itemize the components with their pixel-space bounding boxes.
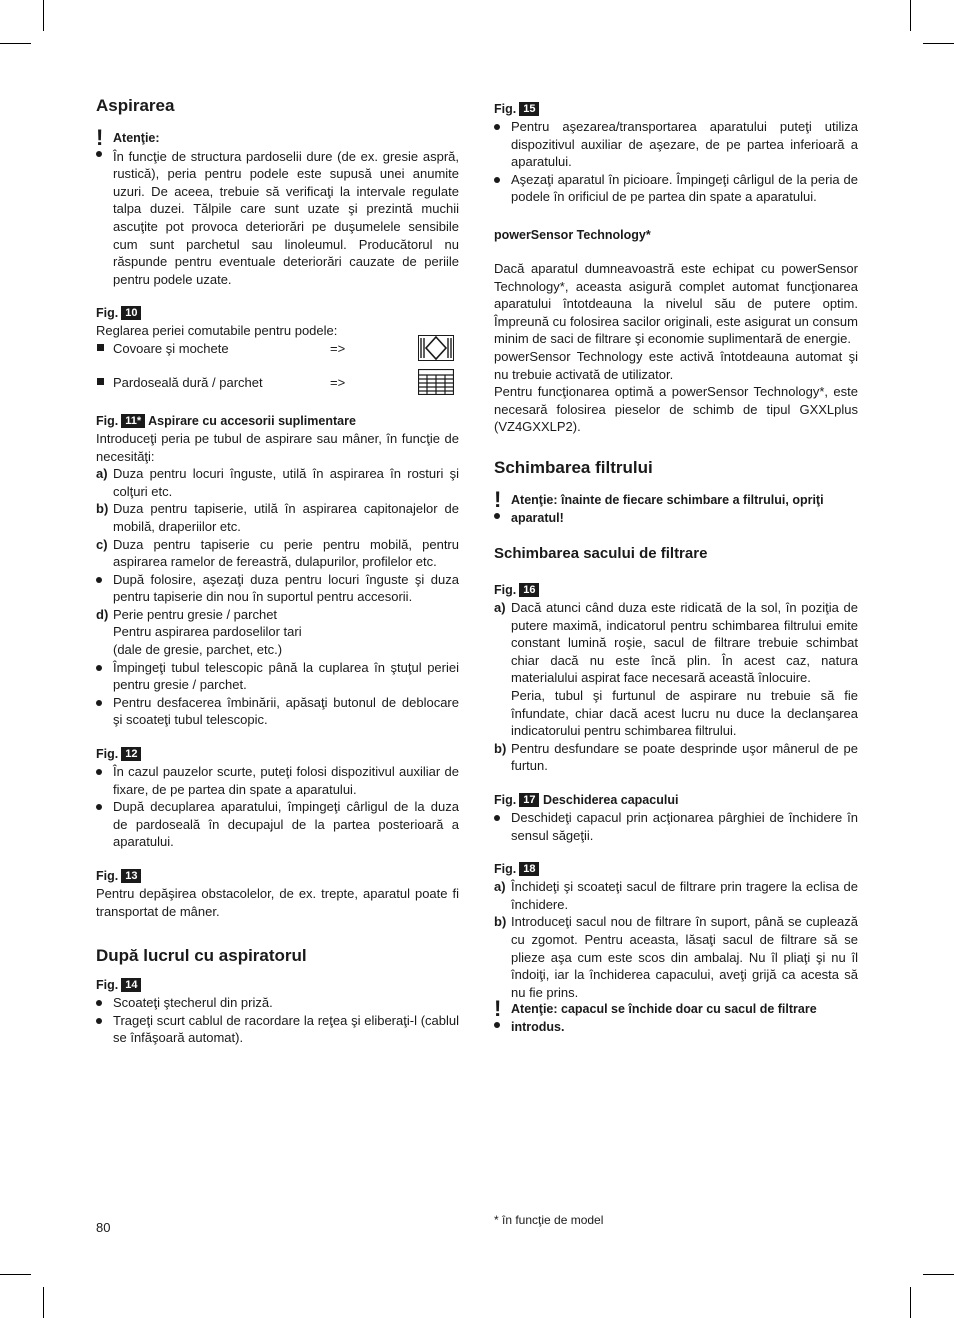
fig-15-label: Fig. 15 [494,100,858,118]
fig11-text: Introduceţi peria pe tubul de aspirare sau mâner, în funcţie de necesităţi: [96,430,459,464]
crop-mark [0,1274,31,1275]
list-item-c: c) Duza pentru tapiserie cu perie pentru mobilă, pentru aspirarea ramelor de fereastră, dulapurilor, profilelor etc. [96,536,459,570]
arrow: => [330,374,346,390]
fig-14-label: Fig. 14 [96,976,459,994]
warning-dot [96,151,102,157]
crop-mark [43,1287,44,1318]
bullet-item: După folosire, aşezaţi duza pentru locuri înguste şi duza pentru tapiserie din nou în suportul pentru accesorii. [96,571,459,606]
warning-text: În funcţie de structura pardoselii dure (de ex. gresie aspră, rustică), peria pentru podele este supusă unei anumite uzuri. De aceea, trebuie să verificaţi la intervale regulate talpa duzei. Tălpile care sunt uzate şi prezintă muchii ascuţite pot provoca deteriorări pe duşumelele sensibile cum sunt parchetul sau linoleumul. Producătorul nu răspunde pentru eventuale deteriorări cauzate de periile pentru podele uzate. [113,148,459,287]
list-item-a: a) Închideţi şi scoateţi sacul de filtrare prin tragere la eclisa de închidere. [494,879,858,912]
heading-schimbarea-sacului: Schimbarea sacului de filtrare [494,545,708,563]
fig13-text: Pentru depăşirea obstacolelor, de ex. trepte, aparatul poate fi transportat de mâner. [96,886,459,919]
warning-block [494,996,858,1036]
bullet-item: Pentru aşezarea/transportarea aparatului puteţi utiliza dispozitivul auxiliar de aşezare, de pe partea inferioară a aparatului. [494,118,858,171]
warning-icon: ! [494,486,502,512]
crop-mark [910,1287,911,1318]
carpet-brush-icon [418,335,454,361]
warning-text: Atenţie: capacul se închide doar cu sacul de filtrare introdus. [511,1002,817,1034]
crop-mark [910,0,911,31]
crop-mark [43,0,44,31]
right-column [494,100,858,1037]
crop-mark [923,43,954,44]
bullet-item: Trageţi scurt cablul de racordare la reţea şi eliberaţi-l (cablul se înfăşoară automat). [96,1012,459,1047]
warning-icon: ! [494,996,502,1022]
list-item-a: a) Dacă atunci când duza este ridicată de la sol, în poziţia de putere maximă, indicatorul pentru schimbarea filtrului emite constant lumină roşie, sacul de filtrare trebuie schimbat chiar dacă nu este încă plin. În acest caz, natura materialului aspirat face necesară această înlocuire. Peria, tubul şi furtunul de aspirare nu trebuie să fie înfundate, chiar dacă acest lucru nu duce la declanşarea indicatorului pentru schimbarea filtrului. [494,600,858,739]
warning-text: Atenţie: înainte de fiecare schimbare a filtrului, opriţi aparatul! [511,492,824,525]
list-item-b: b) Introduceţi sacul nou de filtrare în suport, până se cuplează cu zgomot. Pentru aceasta, lăsaţi sacul de filtrare să se plieze aşa cum este scos din ambalaj. Nu îl pliaţi şi nu îl îndoiţi, iar la închiderea capacului, aveţi grijă ca acesta să nu fie prins. [494,914,858,1000]
brush-setting-carpet [96,340,459,374]
fig-13-label: Fig. 13 [96,867,459,885]
fig-11-label: Fig. 11* Aspirare cu accesorii suplimentare [96,413,356,428]
heading-dupa-lucrul: După lucrul cu aspiratorul [96,946,307,966]
list-item-b: b) Duza pentru tapiserie, utilă în aspirarea capitonajelor de mobilă, draperiilor etc. [96,501,459,534]
warning-dot [494,1022,500,1028]
bullet-item: Deschideţi capacul prin acţionarea pârghiei de închidere în sensul săgeţii. [494,809,858,844]
bullet-item: După decuplarea aparatului, împingeţi cârligul de la duza de pardoseală în decupajul de la partea posterioară a aparatului. [96,798,459,851]
bullet-item: Aşezaţi aparatul în picioare. Împingeţi cârligul de la peria de podele în orificiul de pe partea din spate a aparatului. [494,171,858,206]
square-bullet-icon [97,344,104,351]
fig-17-label: Fig. 17 Deschiderea capacului [494,793,679,808]
heading-aspirarea: Aspirarea [96,96,175,115]
warning-block [494,486,858,527]
warning-block [96,125,459,288]
heading-schimbarea-filtrului: Schimbarea filtrului [494,457,653,477]
bullet-item: Scoateţi ştecherul din priză. [96,994,459,1012]
bullet-item: Împingeţi tubul telescopic până la cuplarea în ştuţul periei pentru gresie / parchet. [96,659,459,694]
fig-16-label: Fig. 16 [494,581,858,599]
fig10-text: Reglarea periei comutabile pentru podele: [96,323,338,339]
fig-18-label: Fig. 18 [494,860,858,878]
crop-mark [0,43,31,44]
crop-mark [923,1274,954,1275]
fig-12-label: Fig. 12 [96,745,459,763]
footnote: * în funcţie de model [494,1213,604,1227]
list-item-a: a) Duza pentru locuri înguste, utilă în aspirarea în rosturi şi colţuri etc. [96,466,459,499]
brush-label-carpet: Covoare şi mochete [113,340,229,356]
powersensor-paragraph-2: powerSensor Technology este activă întotdeauna automat şi nu trebuie activată de utilizator. [494,348,858,382]
warning-title: Atenţie: [113,131,160,145]
brush-label-hardfloor: Pardoseală dură / parchet [113,374,263,390]
arrow: => [330,340,346,356]
powersensor-paragraph-3: Pentru funcţionarea optimă a powerSensor Technology*, este necesară folosirea pieselor de schimb de tipul GXXLplus (VZ4GXXLP2). [494,384,858,435]
bullet-item: În cazul pauzelor scurte, puteţi folosi dispozitivul auxiliar de fixare, de pe partea din spate a aparatului. [96,763,459,798]
list-item-d: d) Perie pentru gresie / parchet Pentru aspirarea pardoselilor tari (dale de gresie, parchet, etc.) [96,606,302,658]
warning-icon: ! [96,125,104,150]
powersensor-paragraph-1: Dacă aparatul dumneavoastră este echipat cu powerSensor Technology*, aceasta asigură complet automat funcţionarea aparatului întotdeauna la nivelul său de putere optim. Împreună cu folosirea sacilor originali, este asigurat un consum minim de saci de filtrare şi economie suplimentară de energie. [494,260,858,347]
powersensor-title: powerSensor Technology* [494,227,651,242]
hardfloor-brush-icon [418,369,454,395]
square-bullet-icon [97,378,104,385]
list-item-b: b) Pentru desfundare se poate desprinde uşor mânerul de pe furtun. [494,740,858,774]
left-column [96,94,459,1047]
page-number: 80 [96,1220,111,1235]
bullet-item: Pentru desfacerea îmbinării, apăsaţi butonul de deblocare şi scoateţi tubul telescopic. [96,694,459,729]
brush-setting-hardfloor [96,374,459,400]
warning-dot [494,513,500,519]
fig-10-label: Fig. 10 [96,304,459,322]
